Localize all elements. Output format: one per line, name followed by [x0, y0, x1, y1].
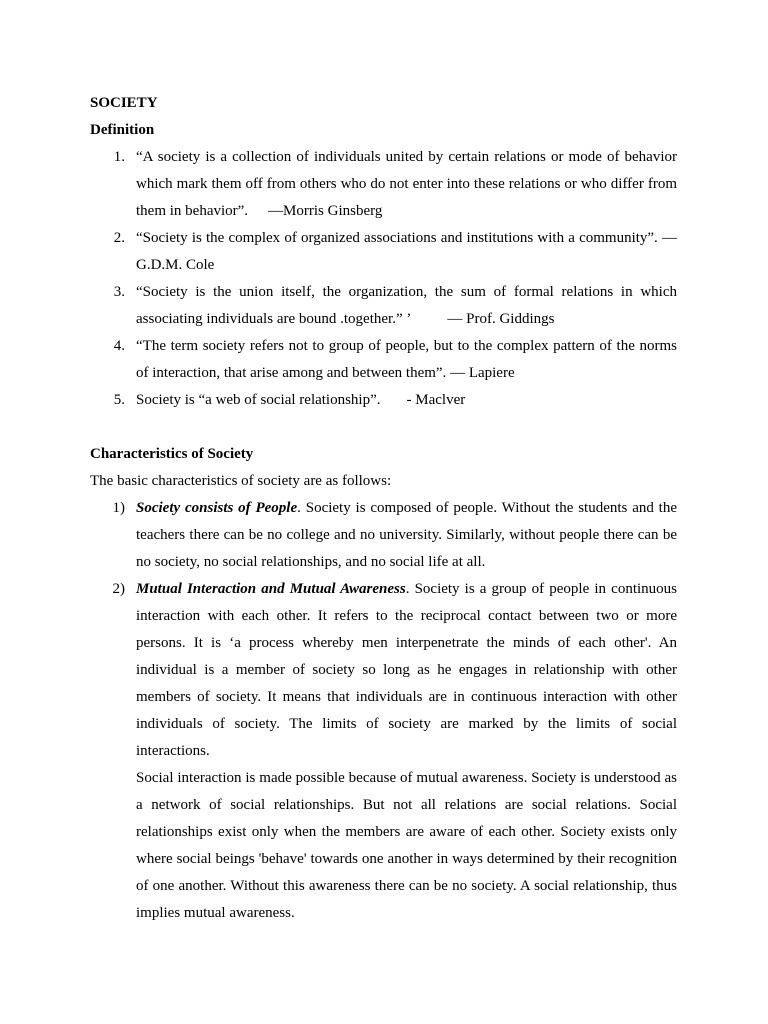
characteristic-text: . Society is composed of people. Without the students and the teachers there can be no college and no university. Similarly, without people there can be no society, no social relationships, and no social life at all. [136, 500, 678, 570]
characteristic-text: . Society is a group of people in continuous interaction with each other. It refers to the reciprocal contact between two or more persons. It is ‘a process whereby men interpenetrate the minds of each other'. An individual is a member of society so long as he engages in relationship with other members of society. It means that individuals are in continuous interaction with other individuals of society. The limits of society are marked by the limits of social interactions. [136, 581, 677, 759]
characteristic-item [90, 495, 677, 576]
definition-item [90, 225, 677, 279]
definition-item [90, 387, 677, 414]
definition-number: 4. [113, 338, 125, 354]
definition-item [90, 279, 677, 333]
definition-item [90, 144, 677, 225]
characteristic-item [90, 576, 677, 765]
document-title: SOCIETY [90, 95, 158, 111]
characteristic-number: 2) [112, 581, 125, 597]
characteristics-list [90, 495, 677, 765]
definition-number: 1. [113, 149, 125, 165]
definition-number: 2. [113, 230, 125, 246]
definition-author: — Prof. Giddings [447, 311, 555, 327]
characteristic-continuation: Social interaction is made possible because of mutual awareness. Society is understood as a network of social relationships. But not all relations are social relations. Social relationships exist only when the members are aware of each other. Society exists only where social beings 'behave' towards one another in ways determined by their recognition of one another. Without this awareness there can be no society. A social relationship, thus implies mutual awareness. [136, 770, 677, 921]
document-page [90, 90, 677, 927]
definition-text: “A society is a collection of individuals united by certain relations or mode of behavior which mark them off from others who do not enter into these relations or who differ from them in behavior”. [136, 149, 677, 219]
definition-list [90, 144, 677, 414]
definition-author: —Morris Ginsberg [268, 203, 383, 219]
definition-heading: Definition [90, 122, 155, 138]
spacer [90, 414, 677, 441]
definition-number: 5. [113, 392, 125, 408]
definition-text: “Society is the union itself, the organization, the sum of formal relations in which associating individuals are bound .together.” ’ [136, 284, 677, 327]
definition-author: — G.D.M. Cole [136, 230, 677, 273]
definition-text: Society is “a web of social relationship”. [136, 392, 381, 408]
characteristic-number: 1) [112, 500, 125, 516]
definition-text: “The term society refers not to group of people, but to the complex pattern of the norms of interaction, that arise among and between them”. [136, 338, 677, 381]
characteristics-heading: Characteristics of Society [90, 446, 254, 462]
definition-text: “Society is the complex of organized associations and institutions with a community”. [136, 230, 658, 246]
definition-item [90, 333, 677, 387]
characteristics-intro: The basic characteristics of society are as follows: [90, 473, 392, 489]
characteristic-lead: Society consists of People [136, 500, 298, 516]
definition-number: 3. [113, 284, 125, 300]
definition-author: - Maclver [406, 392, 466, 408]
definition-author: — Lapiere [450, 365, 515, 381]
characteristic-lead: Mutual Interaction and Mutual Awareness [136, 581, 406, 597]
